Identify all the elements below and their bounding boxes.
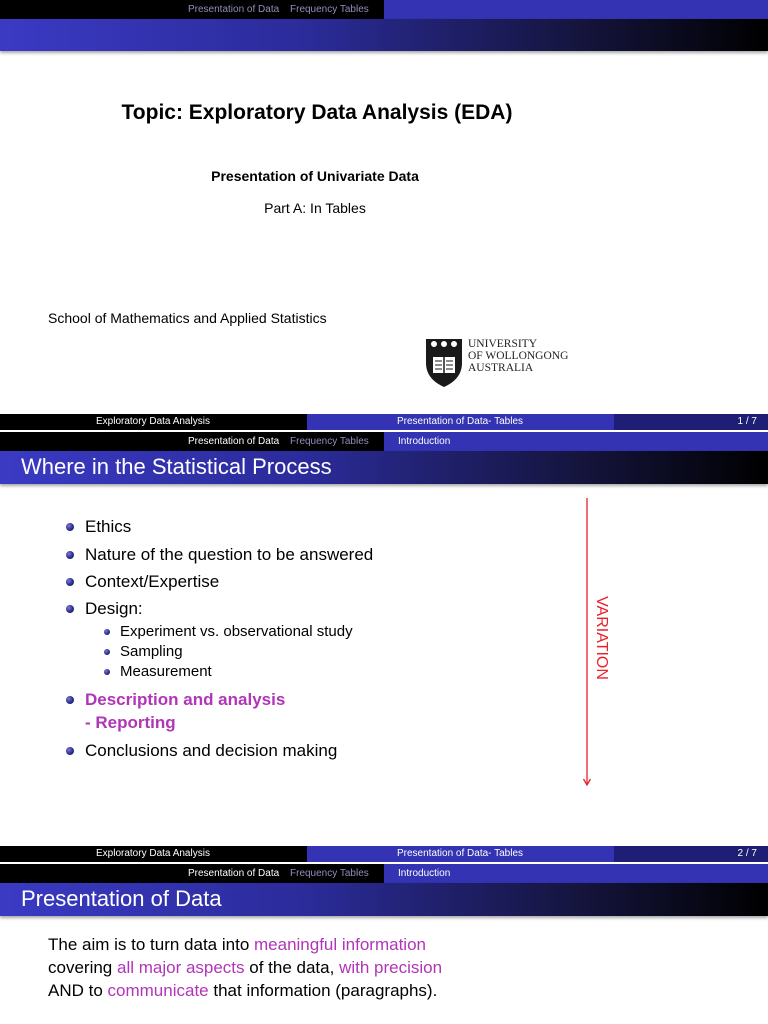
paragraph-line-2 [48,956,442,979]
school-name: School of Mathematics and Applied Statistics [48,310,327,326]
slide2-nav-bar [0,432,768,451]
logo-line-2: OF WOLLONGONG [468,350,569,362]
nav-section-link[interactable]: Presentation of Data [188,4,280,15]
university-logo [418,334,582,390]
plain-text: of the data, [244,958,340,977]
list-item-text: Measurement [120,663,212,680]
nav-subsection-link[interactable]: Frequency Tables [290,436,369,447]
list-item [66,572,219,592]
logo-line-1: UNIVERSITY [468,338,537,350]
footer-short-title[interactable]: Exploratory Data Analysis [96,848,210,859]
plain-text: covering [48,958,117,977]
presentation-title: Topic: Exploratory Data Analysis (EDA) [121,101,513,124]
slide2-title-bar [0,451,768,484]
nav-section-link[interactable]: Presentation of Data [188,436,280,447]
footer-page-number: 2 / 7 [737,848,757,859]
slide1-footer [0,414,768,430]
list-item-text: Sampling [120,643,183,660]
logo-line-3: AUSTRALIA [468,362,534,374]
variation-label: VARIATION [593,596,610,680]
highlight-text: with precision [339,958,443,977]
list-item-text: Nature of the question to be answered [85,545,374,564]
slide1-nav-bar [0,0,768,19]
university-crest-icon [422,335,466,389]
bullet-icon [104,629,110,635]
sub-list-item [104,643,183,660]
list-item-text: Conclusions and decision making [85,741,338,760]
list-item-continuation: - Reporting [85,713,176,732]
list-item [66,517,131,537]
presentation-part: Part A: In Tables [264,200,366,216]
bullet-icon [104,669,110,675]
list-item-text: Context/Expertise [85,572,220,591]
slide3-nav-bar [0,864,768,883]
bullet-icon [66,605,74,613]
paragraph-line-3 [48,979,442,1002]
paragraph-line-1 [48,933,442,956]
nav-current-subsection[interactable]: Introduction [398,436,451,447]
presentation-subtitle: Presentation of Univariate Data [211,168,419,184]
plain-text: The aim is to turn data into [48,935,254,954]
frame-title: Where in the Statistical Process [21,454,332,479]
body-paragraph [48,933,442,1002]
sub-list-item [104,623,353,640]
highlight-text: communicate [107,981,209,1000]
nav-section-link[interactable]: Presentation of Data [188,868,280,879]
highlight-text: all major aspects [116,958,245,977]
nav-subsection-link[interactable]: Frequency Tables [290,868,369,879]
slide2-footer [0,846,768,862]
nav-subsection-link[interactable]: Frequency Tables [290,4,369,15]
list-item-text: Experiment vs. observational study [120,623,353,640]
sub-list-item [104,663,212,680]
slide1-title-bar [0,19,768,51]
list-item-text: Design: [85,599,143,618]
nav-current-subsection[interactable]: Introduction [398,868,451,879]
frame-title: Presentation of Data [21,886,222,911]
bullet-icon [66,578,74,586]
footer-short-subtitle[interactable]: Presentation of Data- Tables [397,848,524,859]
bullet-icon [66,551,74,559]
footer-short-title[interactable]: Exploratory Data Analysis [96,416,210,427]
bullet-icon [104,649,110,655]
list-item [66,545,373,565]
plain-text: AND to [48,981,108,1000]
list-item-highlighted [66,690,285,710]
slide3-title-bar [0,883,768,916]
footer-page-number: 1 / 7 [737,416,757,427]
highlight-text: meaningful information [254,935,426,954]
list-item-text: Ethics [85,517,132,536]
bullet-icon [66,523,74,531]
footer-short-subtitle[interactable]: Presentation of Data- Tables [397,416,524,427]
bullet-icon [66,696,74,704]
list-item [66,741,337,761]
bullet-icon [66,747,74,755]
list-item [66,599,143,619]
list-item-text: Description and analysis [85,690,286,709]
plain-text: that information (paragraphs). [208,981,438,1000]
